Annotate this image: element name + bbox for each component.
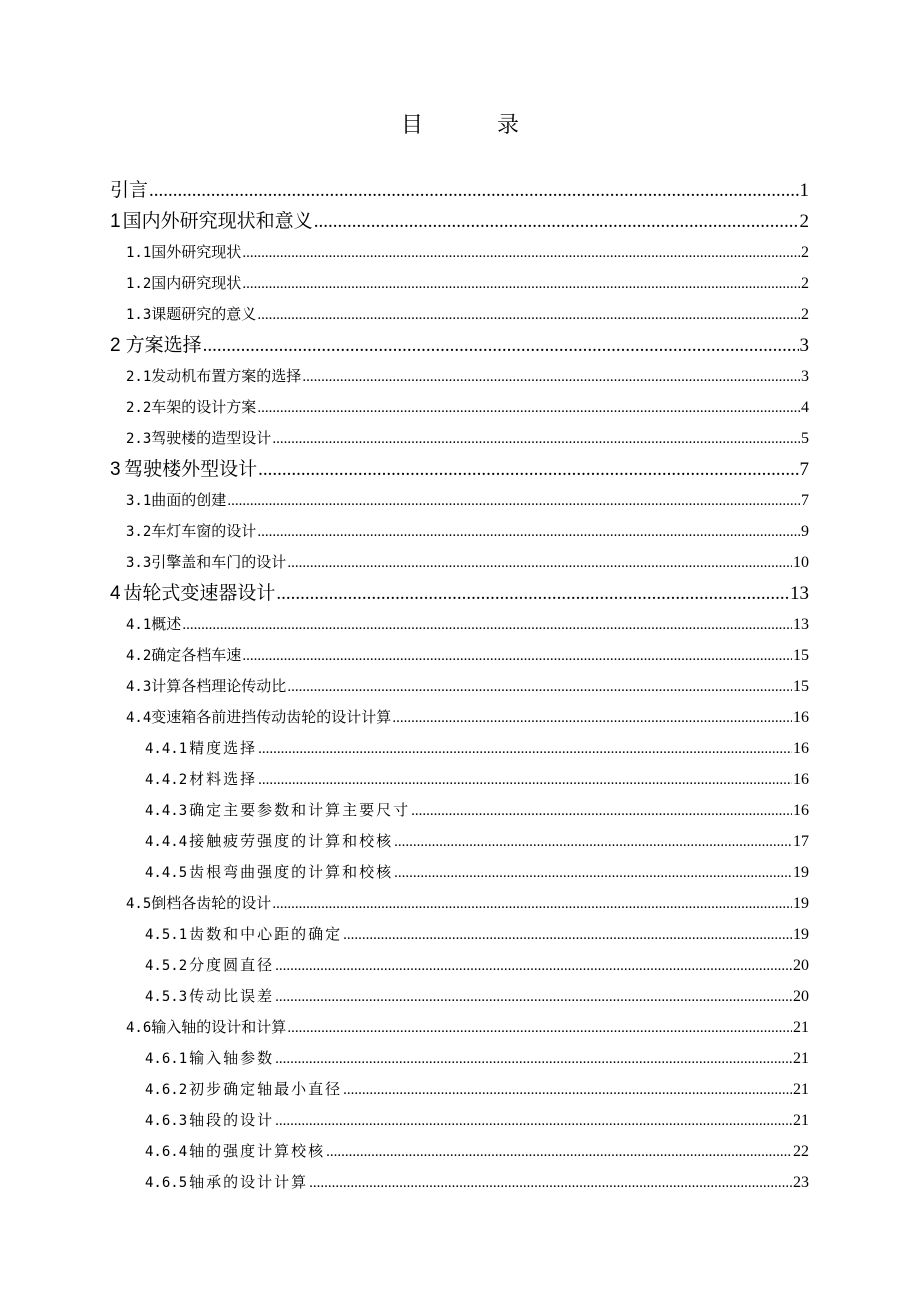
toc-entry-page-number: 2 — [801, 275, 809, 292]
toc-entry-label: 输入轴参数 — [189, 1049, 275, 1067]
toc-entry-label: 接触疲劳强度的计算和校核 — [189, 832, 394, 850]
toc-entry-number: 3 — [110, 459, 121, 480]
toc-entry-page-number: 16 — [793, 740, 809, 757]
toc-dot-leader — [309, 1168, 792, 1198]
toc-entry-page-number: 16 — [793, 709, 809, 726]
toc-dot-leader — [242, 238, 800, 268]
toc-dot-leader — [242, 641, 792, 671]
toc-entry-label: 齿轮式变速器设计 — [123, 582, 276, 604]
toc-entry-page-number: 9 — [801, 523, 809, 540]
toc-entry-label: 传动比误差 — [189, 987, 275, 1005]
toc-entry[interactable] — [145, 1136, 809, 1166]
toc-dot-leader — [275, 1044, 792, 1074]
toc-dot-leader — [257, 393, 800, 423]
toc-entry-label: 曲面的创建 — [151, 491, 227, 509]
toc-entry-label: 车灯车窗的设计 — [151, 522, 257, 540]
toc-entry[interactable] — [126, 299, 809, 329]
toc-entry-label: 车架的设计方案 — [151, 398, 257, 416]
toc-entry-page-number: 7 — [799, 459, 809, 480]
toc-entry-number: 4.4.2 — [145, 772, 188, 788]
toc-entry[interactable] — [126, 423, 809, 453]
toc-entry-number: 4.4.4 — [145, 834, 188, 850]
toc-entry-number: 4.2 — [126, 648, 152, 664]
toc-entry-label: 国外研究现状 — [151, 243, 242, 261]
toc-entry-page-number: 17 — [793, 833, 809, 850]
toc-entry[interactable] — [110, 206, 809, 236]
toc-entry[interactable] — [145, 764, 809, 794]
toc-dot-leader — [203, 331, 799, 361]
toc-entry-number: 4.5.1 — [145, 927, 188, 943]
toc-entry-label: 轴承的设计计算 — [189, 1173, 309, 1191]
toc-entry-label: 分度圆直径 — [189, 956, 275, 974]
toc-entry-label: 材料选择 — [189, 770, 258, 788]
toc-dot-leader — [343, 1075, 792, 1105]
toc-entry[interactable] — [126, 1012, 809, 1042]
toc-entry-page-number: 15 — [793, 647, 809, 664]
toc-entry[interactable] — [110, 330, 809, 360]
toc-entry-label: 倒档各齿轮的设计 — [151, 894, 272, 912]
toc-entry-label: 概述 — [151, 615, 182, 633]
toc-entry-page-number: 4 — [801, 399, 809, 416]
toc-entry-page-number: 21 — [793, 1081, 809, 1098]
toc-entry-page-number: 16 — [793, 802, 809, 819]
toc-entry-number: 4.4.1 — [145, 741, 188, 757]
toc-entry-number: 1.3 — [126, 307, 152, 323]
toc-entry[interactable] — [126, 268, 809, 298]
toc-entry[interactable] — [126, 609, 809, 639]
toc-entry-number: 3.2 — [126, 524, 152, 540]
toc-entry-page-number: 15 — [793, 678, 809, 695]
toc-entry-number: 4.1 — [126, 617, 152, 633]
toc-dot-leader — [392, 703, 792, 733]
toc-entry-label: 初步确定轴最小直径 — [189, 1080, 343, 1098]
toc-dot-leader — [227, 486, 800, 516]
toc-entry-number: 1.1 — [126, 245, 152, 261]
toc-entry-number: 4.5.3 — [145, 989, 188, 1005]
toc-entry-number: 4.4.3 — [145, 803, 188, 819]
toc-entry-label: 引言 — [110, 179, 149, 201]
toc-entry[interactable] — [145, 733, 809, 763]
toc-entry-label: 引擎盖和车门的设计 — [151, 553, 287, 571]
toc-dot-leader — [149, 176, 798, 206]
toc-entry-label: 变速箱各前进挡传动齿轮的设计计算 — [151, 708, 392, 726]
toc-entry-page-number: 23 — [793, 1174, 809, 1191]
toc-entry-number: 4.6.2 — [145, 1082, 188, 1098]
toc-entry-number: 2.1 — [126, 369, 152, 385]
toc-entry-number: 4.3 — [126, 679, 152, 695]
toc-entry[interactable] — [126, 237, 809, 267]
toc-entry-label: 驾驶楼的造型设计 — [151, 429, 272, 447]
toc-entry-number: 3.1 — [126, 493, 152, 509]
toc-entry[interactable] — [126, 392, 809, 422]
toc-entry[interactable] — [145, 1043, 809, 1073]
toc-dot-leader — [257, 300, 800, 330]
toc-entry-number: 4.6.3 — [145, 1113, 188, 1129]
toc-entry-label: 国内研究现状 — [151, 274, 242, 292]
toc-entry-page-number: 16 — [793, 771, 809, 788]
toc-entry-number: 2 — [110, 335, 121, 356]
toc-entry[interactable] — [126, 671, 809, 701]
toc-dot-leader — [275, 951, 792, 981]
toc-dot-leader — [314, 207, 799, 237]
toc-entry-label: 齿根弯曲强度的计算和校核 — [189, 863, 394, 881]
toc-dot-leader — [411, 796, 792, 826]
toc-entry-page-number: 3 — [801, 368, 809, 385]
toc-entry-number: 4.6.4 — [145, 1144, 188, 1160]
toc-entry-page-number: 19 — [793, 864, 809, 881]
toc-entry-page-number: 22 — [793, 1143, 809, 1160]
toc-entry-page-number: 1 — [799, 180, 809, 201]
toc-entry[interactable] — [126, 516, 809, 546]
toc-entry[interactable] — [110, 578, 809, 608]
toc-entry-page-number: 19 — [793, 926, 809, 943]
toc-entry[interactable] — [126, 702, 809, 732]
toc-entry-label: 轴的强度计算校核 — [189, 1142, 326, 1160]
toc-entry[interactable] — [145, 1105, 809, 1135]
toc-entry[interactable] — [126, 888, 809, 918]
toc-entry-number: 4.5 — [126, 896, 152, 912]
toc-entry-page-number: 2 — [801, 306, 809, 323]
toc-dot-leader — [272, 889, 792, 919]
toc-entry-number: 4.5.2 — [145, 958, 188, 974]
toc-entry[interactable] — [145, 981, 809, 1011]
toc-entry-label: 确定各档车速 — [151, 646, 242, 664]
toc-dot-leader — [343, 920, 792, 950]
toc-entry-page-number: 10 — [793, 554, 809, 571]
toc-entry-page-number: 20 — [793, 957, 809, 974]
toc-entry-number: 4.4.5 — [145, 865, 188, 881]
toc-entry-page-number: 7 — [801, 492, 809, 509]
toc-dot-leader — [326, 1137, 792, 1167]
toc-entry-page-number: 2 — [801, 244, 809, 261]
toc-entry[interactable] — [126, 640, 809, 670]
toc-entry-page-number: 13 — [793, 616, 809, 633]
toc-entry[interactable] — [145, 857, 809, 887]
toc-entry-number: 2.3 — [126, 431, 152, 447]
toc-entry-label: 计算各档理论传动比 — [151, 677, 287, 695]
toc-entry-page-number: 3 — [799, 335, 809, 356]
toc-entry-page-number: 13 — [790, 583, 809, 604]
toc-entry-number: 2.2 — [126, 400, 152, 416]
toc-entry-page-number: 20 — [793, 988, 809, 1005]
toc-entry-page-number: 21 — [793, 1112, 809, 1129]
toc-entry[interactable] — [145, 826, 809, 856]
toc-entry[interactable] — [126, 485, 809, 515]
toc-entry-page-number: 5 — [801, 430, 809, 447]
toc-entry-label: 输入轴的设计和计算 — [151, 1018, 287, 1036]
toc-entry[interactable] — [145, 919, 809, 949]
toc-entry-label: 齿数和中心距的确定 — [189, 925, 343, 943]
page-title: 目 录 — [400, 113, 545, 138]
toc-entry-number: 4.4 — [126, 710, 152, 726]
toc-dot-leader — [242, 269, 800, 299]
toc-entry-page-number: 19 — [793, 895, 809, 912]
toc-entry-label: 发动机布置方案的选择 — [151, 367, 302, 385]
toc-entry[interactable] — [145, 1074, 809, 1104]
toc-dot-leader — [182, 610, 792, 640]
toc-dot-leader — [275, 1106, 792, 1136]
toc-entry-number: 3.3 — [126, 555, 152, 571]
toc-entry[interactable] — [126, 547, 809, 577]
toc-dot-leader — [258, 734, 792, 764]
toc-entry[interactable] — [145, 795, 809, 825]
toc-entry[interactable] — [126, 361, 809, 391]
toc-dot-leader — [287, 1013, 792, 1043]
toc-dot-leader — [287, 548, 792, 578]
toc-entry-number: 4.6.1 — [145, 1051, 188, 1067]
toc-dot-leader — [258, 765, 792, 795]
toc-dot-leader — [302, 362, 800, 392]
toc-entry-label: 国内外研究现状和意义 — [122, 210, 313, 232]
toc-entry-label: 课题研究的意义 — [151, 305, 257, 323]
toc-entry[interactable] — [110, 175, 809, 205]
toc-entry[interactable] — [145, 950, 809, 980]
toc-entry-page-number: 21 — [793, 1050, 809, 1067]
toc-dot-leader — [276, 579, 789, 609]
toc-entry-number: 1.2 — [126, 276, 152, 292]
toc-entry-label: 方案选择 — [125, 334, 202, 356]
toc-dot-leader — [287, 672, 792, 702]
toc-dot-leader — [275, 982, 792, 1012]
toc-entry-number: 4.6 — [126, 1020, 152, 1036]
toc-dot-leader — [257, 517, 800, 547]
toc-dot-leader — [394, 858, 792, 888]
toc-entry-number: 1 — [110, 211, 121, 232]
toc-entry-label: 轴段的设计 — [189, 1111, 275, 1129]
toc-entry-label: 驾驶楼外型设计 — [124, 458, 258, 480]
toc-entry[interactable] — [110, 454, 809, 484]
toc-entry-number: 4.6.5 — [145, 1175, 188, 1191]
toc-entry-page-number: 2 — [799, 211, 809, 232]
toc-dot-leader — [272, 424, 800, 454]
toc-dot-leader — [394, 827, 792, 857]
toc-entry-page-number: 21 — [793, 1019, 809, 1036]
toc-dot-leader — [258, 455, 798, 485]
toc-entry-label: 确定主要参数和计算主要尺寸 — [189, 801, 411, 819]
toc-entry[interactable] — [145, 1167, 809, 1197]
toc-entry-number: 4 — [110, 583, 121, 604]
toc-entry-label: 精度选择 — [189, 739, 258, 757]
